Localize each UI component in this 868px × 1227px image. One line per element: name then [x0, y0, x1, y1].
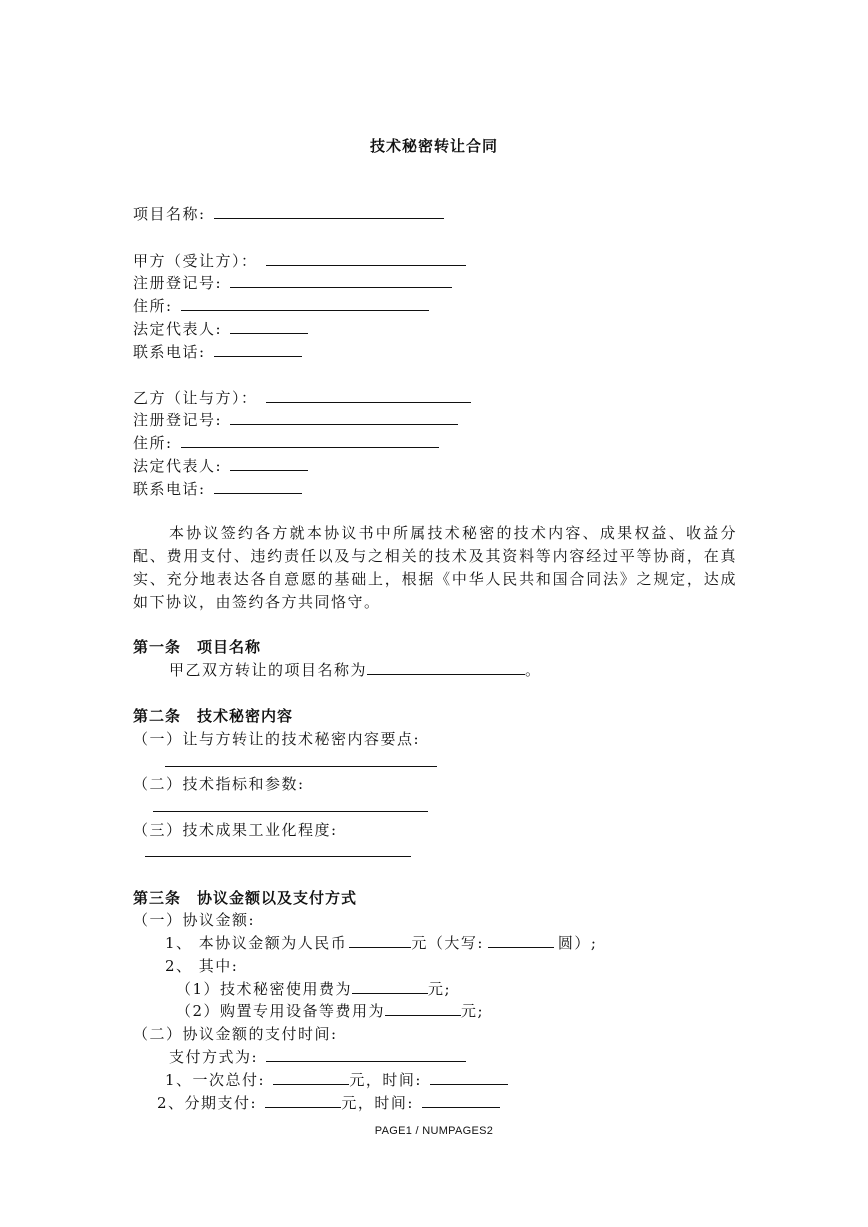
party-b-reg-blank[interactable]: [230, 410, 458, 425]
usage-fee-unit: 元;: [428, 980, 452, 998]
article3-line2: 2、 其中:: [165, 957, 239, 975]
party-b-name-blank[interactable]: [266, 388, 471, 403]
lump-sum-time-blank[interactable]: [430, 1070, 508, 1085]
party-a-header: 甲方（受让方）：: [133, 252, 258, 270]
project-name-blank[interactable]: [214, 204, 444, 219]
party-a-phone-label: 联系电话:: [133, 343, 206, 361]
installment-time-blank[interactable]: [422, 1093, 500, 1108]
article2-heading: 第二条 技术秘密内容: [133, 707, 294, 725]
party-b-rep-blank[interactable]: [230, 456, 308, 471]
amount-blank[interactable]: [349, 933, 411, 948]
usage-fee-blank[interactable]: [352, 979, 428, 994]
party-b-reg-row: [133, 410, 458, 430]
party-a-name-blank[interactable]: [266, 251, 466, 266]
preamble-paragraph: 本协议签约各方就本协议书中所属技术秘密的技术内容、成果权益、收益分配、费用支付、违约责任以及与之相关的技术及其资料等内容经过平等协商，在真实、充分地表达各自意愿的基础上，根据《中华人民共和国合同法》之规定，达成如下协议，由签约各方共同恪守。: [133, 524, 737, 611]
lump-sum-label: 1、一次总付:: [165, 1071, 266, 1089]
installment-time-label: 元，时间:: [341, 1094, 414, 1112]
party-b-rep-row: [133, 456, 308, 476]
party-b-address-blank[interactable]: [181, 433, 439, 448]
party-b-phone-row: [133, 479, 302, 499]
article2-item1-blank[interactable]: [165, 766, 437, 767]
party-a-phone-blank[interactable]: [214, 342, 302, 357]
party-b-phone-blank[interactable]: [214, 479, 302, 494]
party-a-header-row: [133, 251, 466, 271]
party-a-rep-label: 法定代表人:: [133, 320, 223, 338]
installment-amount-blank[interactable]: [265, 1093, 341, 1108]
lump-sum-amount-blank[interactable]: [273, 1070, 349, 1085]
article1-heading: 第一条 项目名称: [133, 638, 262, 656]
party-a-rep-row: [133, 319, 308, 339]
pay-method-label: 支付方式为:: [169, 1048, 259, 1066]
pay-method-row: [169, 1047, 466, 1067]
equipment-fee-blank[interactable]: [385, 1001, 461, 1016]
article1-period: 。: [525, 661, 542, 679]
party-a-address-row: [133, 296, 429, 316]
article3-item1: （一）协议金额:: [133, 911, 256, 929]
article2-item3: （三）技术成果工业化程度:: [133, 821, 338, 839]
article1-text: 甲乙双方转让的项目名称为: [169, 661, 368, 679]
article2-item1: （一）让与方转让的技术秘密内容要点:: [133, 730, 421, 748]
amount-unit: 圆）;: [557, 934, 598, 952]
usage-fee-row: [176, 979, 451, 999]
article1-project-blank[interactable]: [367, 660, 525, 675]
article3-amount-row: [165, 933, 597, 953]
equipment-fee-row: [176, 1001, 484, 1021]
installment-row: [157, 1093, 500, 1113]
party-b-reg-label: 注册登记号:: [133, 411, 223, 429]
article2-item2-blank[interactable]: [153, 811, 428, 812]
lump-sum-row: [165, 1070, 508, 1090]
party-b-address-label: 住所:: [133, 434, 173, 452]
amount-capital-blank[interactable]: [488, 933, 554, 948]
equipment-fee-unit: 元;: [461, 1002, 485, 1020]
party-a-address-label: 住所:: [133, 297, 173, 315]
article3-heading: 第三条 协议金额以及支付方式: [133, 889, 358, 907]
party-a-phone-row: [133, 342, 302, 362]
party-a-reg-label: 注册登记号:: [133, 274, 223, 292]
party-a-reg-blank[interactable]: [230, 273, 452, 288]
article1-row: [169, 660, 542, 680]
amount-label: 1、 本协议金额为人民币: [165, 934, 348, 952]
document-title: 技术秘密转让合同: [369, 137, 498, 155]
party-b-rep-label: 法定代表人:: [133, 457, 223, 475]
article3-item2: （二）协议金额的支付时间:: [133, 1025, 338, 1043]
amount-capital-label: 元（大写:: [411, 934, 484, 952]
article2-item2: （二）技术指标和参数:: [133, 775, 305, 793]
usage-fee-label: （1）技术秘密使用费为: [176, 980, 353, 998]
party-a-address-blank[interactable]: [181, 296, 429, 311]
party-b-address-row: [133, 433, 439, 453]
party-a-reg-row: [133, 273, 452, 293]
party-b-header: 乙方（让与方）：: [133, 389, 258, 407]
party-b-phone-label: 联系电话:: [133, 480, 206, 498]
project-name-row: [133, 204, 444, 224]
party-b-header-row: [133, 388, 471, 408]
installment-label: 2、分期支付:: [157, 1094, 258, 1112]
article2-item3-blank[interactable]: [145, 856, 411, 857]
party-a-rep-blank[interactable]: [230, 319, 308, 334]
page-footer: PAGE1 / NUMPAGES2: [374, 1125, 494, 1137]
project-name-label: 项目名称:: [133, 205, 206, 223]
equipment-fee-label: （2）购置专用设备等费用为: [176, 1002, 386, 1020]
lump-sum-time-label: 元，时间:: [349, 1071, 422, 1089]
pay-method-blank[interactable]: [266, 1047, 466, 1062]
